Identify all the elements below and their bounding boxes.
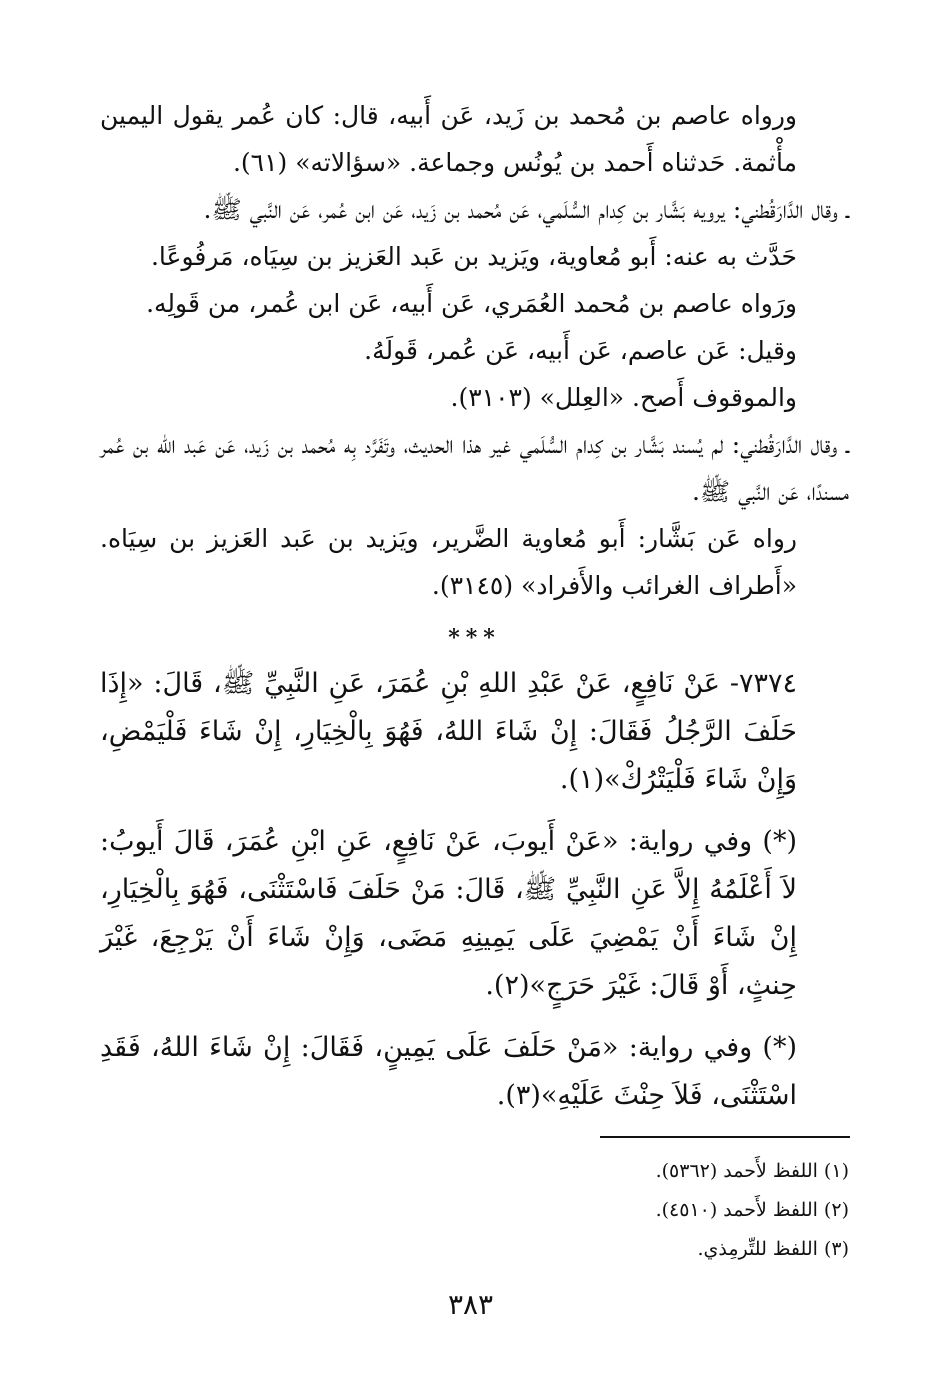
paragraph-4: ورَواه عاصم بن مُحمد العُمَري، عَن أَبيه، عَن ابن عُمر، من قَولِه. bbox=[146, 289, 797, 318]
paragraph-8: رواه عَن بَشَّار: أَبو مُعاوية الضَّرير، ويَزيد بن عَبد العَزيز بن سِيَاه. «أَطراف الغرائب والأَفراد» (٣١٤٥). bbox=[100, 524, 797, 600]
hadith-variant-2: (*) وفي رواية: «مَنْ حَلَفَ عَلَى يَمِينٍ، فَقَالَ: إِنْ شَاءَ اللهُ، فَقَدِ اسْتَثْنَى، فَلاَ حِنْثَ عَلَيْهِ»(٣). bbox=[100, 1032, 797, 1111]
hadith-main: ٧٣٧٤- عَنْ نَافِعٍ، عَنْ عَبْدِ اللهِ بْنِ عُمَرَ، عَنِ النَّبِيِّ ﷺ، قَالَ: «إِذَا حَلَفَ الرَّجُلُ فَقَالَ: إِنْ شَاءَ اللهُ، فَهُوَ بِالْخِيَارِ، إِنْ شَاءَ فَلْيَمْضِ، وَإِنْ شَاءَ فَلْيَتْرُكْ»(١). bbox=[100, 668, 797, 795]
paragraph-5: وقيل: عَن عاصم، عَن أَبيه، عَن عُمر، قَولَهُ. bbox=[364, 336, 797, 365]
footnote-2: (٢) اللفظ لأَحمد (٤٥١٠). bbox=[655, 1199, 849, 1221]
section-separator: *** bbox=[448, 625, 501, 651]
paragraph-6: والموقوف أَصح. «العِلل» (٣١٠٣). bbox=[450, 383, 797, 412]
footnote-1: (١) اللفظ لأَحمد (٥٣٦٢). bbox=[655, 1160, 849, 1182]
footnote-3: (٣) اللفظ للتِّرمِذي. bbox=[697, 1238, 849, 1260]
hadith-variant-1: (*) وفي رواية: «عَنْ أَيوبَ، عَنْ نَافِعٍ، عَنِ ابْنِ عُمَرَ، قَالَ أَيوبُ: لاَ أَعْلَمُهُ إِلاَّ عَنِ النَّبِيِّ ﷺ، قَالَ: مَنْ حَلَفَ فَاسْتَثْنَى، فَهُوَ بِالْخِيَارِ، إِنْ شَاءَ أَنْ يَمْضِيَ عَلَى يَمِينِهِ مَضَى، وَإِنْ شَاءَ أَنْ يَرْجِعَ، غَيْرَ حِنثٍ، أَوْ قَالَ: غَيْرَ حَرَجٍ»(٢). bbox=[100, 826, 797, 1001]
body-text bbox=[100, 92, 849, 1120]
footnote-divider bbox=[600, 1136, 850, 1138]
paragraph-3: حَدَّث به عنه: أَبو مُعاوية، ويَزيد بن عَبد العَزيز بن سِيَاه، مَرفُوعًا. bbox=[150, 242, 797, 271]
footnotes bbox=[349, 1152, 849, 1269]
page-number: ٣٨٣ bbox=[447, 1288, 494, 1321]
paragraph-7: ـ وقال الدَّارَقُطني: لم يُسند بَشَّار بن كِدام السُّلَمي غير هذا الحديث، وتَفَرَّد بِه مُحمد بن زَيد، عَن عَبد الله بن عُمر مسندًا، عَن النَّبي ﷺ. bbox=[100, 430, 849, 506]
paragraph-2: ـ وقال الدَّارَقُطني: يرويه بَشَّار بن كِدام السُّلَمي، عَن مُحمد بن زَيد، عَن ابن عُمر، عَن النَّبي ﷺ. bbox=[203, 195, 849, 224]
paragraph-1: ورواه عاصم بن مُحمد بن زَيد، عَن أَبيه، قال: كان عُمر يقول اليمين مأْثمة. حَدثناه أَحمد بن يُونُس وجماعة. «سؤالاته» (٦١). bbox=[100, 101, 797, 177]
